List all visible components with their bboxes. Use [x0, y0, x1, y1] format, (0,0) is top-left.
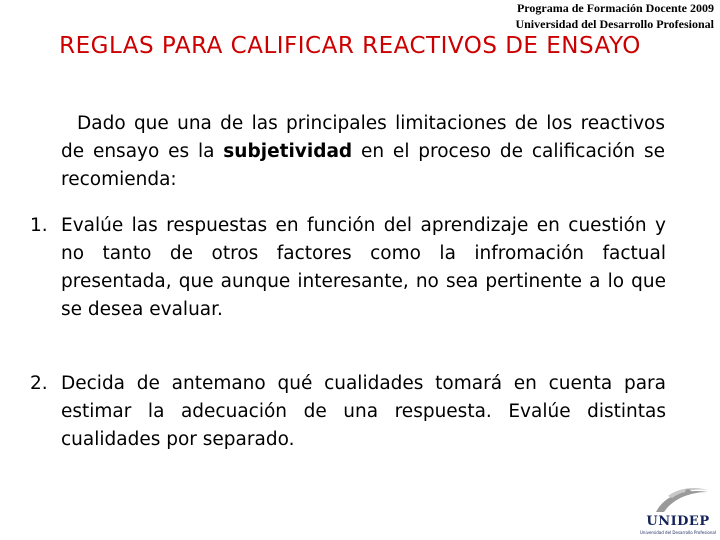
list-item-text: Decida de antemano qué cualidades tomará en cuenta para estimar la adecuación de una respuesta. Evalúe distintas cualidades por separado.	[61, 373, 666, 450]
slide-title: REGLAS PARA CALIFICAR REACTIVOS DE ENSAYO	[59, 33, 641, 59]
logo-name: UNIDEP	[646, 514, 710, 529]
intro-bold-term: subjetividad	[223, 141, 353, 162]
header-line-university: Universidad del Desarrollo Profesional	[515, 17, 714, 31]
intro-text-after: en el proceso de calificación se recomienda:	[61, 141, 665, 190]
list-item-number: 1.	[30, 215, 48, 236]
logo-subtitle: Universidad del Desarrollo Profesional	[640, 530, 716, 535]
list-item-text: Evalúe las respuestas en función del aprendizaje en cuestión y no tanto de otros factores como la infromación factual presentada, que aunque interesante, no sea pertinente a lo que se desea evaluar.	[61, 215, 666, 320]
header-note	[515, 0, 714, 32]
intro-paragraph	[61, 110, 665, 194]
unidep-swoosh-icon	[638, 484, 718, 516]
intro-text-before: Dado que una de las principales limitaciones de los reactivos de ensayo es la	[61, 113, 665, 162]
header-line-program: Programa de Formación Docente 2009	[516, 1, 714, 15]
list-item-number: 2.	[30, 373, 48, 394]
unidep-logo	[638, 484, 718, 540]
list-item	[30, 370, 666, 454]
list-item	[30, 212, 666, 324]
